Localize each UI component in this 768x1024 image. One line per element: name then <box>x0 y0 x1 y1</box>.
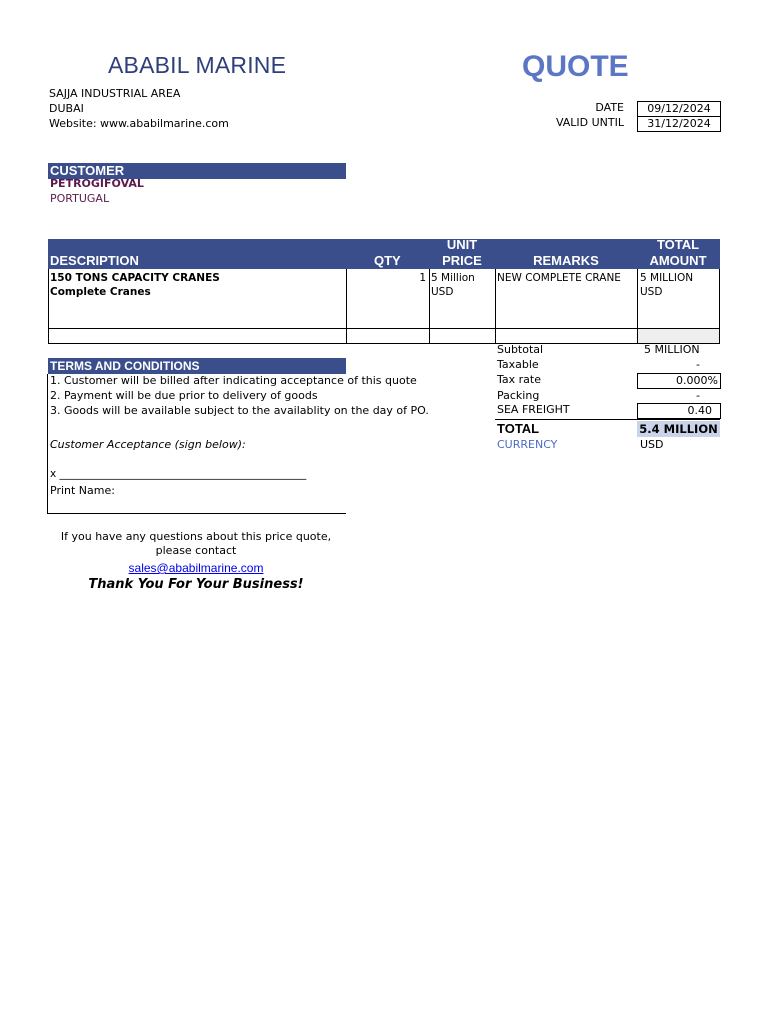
terms-border-left <box>47 374 48 514</box>
item-remarks: NEW COMPLETE CRANE <box>497 272 621 284</box>
sea-freight-field[interactable]: 0.40 <box>637 403 721 419</box>
subtotal-value: 5 MILLION <box>644 343 700 356</box>
terms-item-3: 3. Goods will be available subject to the availablity on the day of PO. <box>50 404 429 417</box>
item-description-line1: 150 TONS CAPACITY CRANES <box>50 272 220 284</box>
thank-you-message: Thank You For Your Business! <box>88 577 304 592</box>
address-line-1: SAJJA INDUSTRIAL AREA <box>49 87 181 100</box>
taxable-value: - <box>696 358 700 371</box>
signature-line[interactable]: x _______________________________________________ <box>50 468 307 480</box>
valid-until-field[interactable]: 31/12/2024 <box>637 116 721 132</box>
website: Website: www.ababilmarine.com <box>49 117 229 130</box>
contact-email-link[interactable]: sales@ababilmarine.com <box>128 561 264 575</box>
totals-divider <box>495 419 720 420</box>
document-title: QUOTE <box>522 50 629 83</box>
terms-item-2: 2. Payment will be due prior to delivery of goods <box>50 389 318 402</box>
subtotal-label: Subtotal <box>497 343 544 356</box>
column-unit-price-line1: UNIT <box>446 237 478 252</box>
table-border-price <box>429 269 430 343</box>
item-description-line2: Complete Cranes <box>50 286 151 298</box>
contact-line-2: please contact <box>155 544 237 557</box>
table-tick <box>346 299 347 300</box>
total-label: TOTAL <box>497 421 540 436</box>
table-border-qty <box>346 269 347 343</box>
total-value: 5.4 MILLION <box>637 421 720 437</box>
customer-heading: CUSTOMER <box>48 163 346 179</box>
table-border-remarks <box>495 269 496 343</box>
table-row-divider <box>48 328 720 329</box>
valid-until-label: VALID UNTIL <box>555 116 624 129</box>
packing-value: - <box>696 389 700 402</box>
company-name: ABABIL MARINE <box>108 52 287 78</box>
column-description: DESCRIPTION <box>50 253 139 268</box>
table-border-bottom <box>48 343 720 344</box>
total-empty-cell <box>638 329 719 343</box>
column-total-line2: AMOUNT <box>649 253 707 268</box>
sea-freight-label: SEA FREIGHT <box>497 403 570 416</box>
item-qty: 1 <box>419 272 426 284</box>
date-field[interactable]: 09/12/2024 <box>637 101 721 117</box>
print-name-label: Print Name: <box>50 484 115 497</box>
contact-line-1: If you have any questions about this price quote, <box>60 530 332 543</box>
column-unit-price-line2: PRICE <box>442 253 482 268</box>
terms-item-1: 1. Customer will be billed after indicating acceptance of this quote <box>50 374 417 387</box>
tax-rate-field[interactable]: 0.000% <box>637 373 721 389</box>
customer-acceptance-label: Customer Acceptance (sign below): <box>50 438 246 451</box>
terms-border-bottom <box>47 513 346 514</box>
terms-heading: TERMS AND CONDITIONS <box>48 358 346 374</box>
item-unit-price-line1: 5 Million <box>431 272 475 284</box>
item-total-line2: USD <box>640 286 663 298</box>
column-total-line1: TOTAL <box>656 237 700 252</box>
currency-value: USD <box>640 438 664 451</box>
table-border-right <box>719 269 720 343</box>
taxable-label: Taxable <box>497 358 539 371</box>
customer-name: PETROGIFOVAL <box>50 177 144 190</box>
column-qty: QTY <box>374 253 401 268</box>
item-unit-price-line2: USD <box>431 286 454 298</box>
packing-label: Packing <box>497 389 540 402</box>
item-total-line1: 5 MILLION <box>640 272 694 284</box>
currency-label: CURRENCY <box>497 438 558 451</box>
column-remarks: REMARKS <box>533 253 599 268</box>
date-label: DATE <box>595 101 624 114</box>
tax-rate-label: Tax rate <box>497 373 541 386</box>
address-line-2: DUBAI <box>49 102 84 115</box>
table-border-left <box>48 269 49 343</box>
customer-country: PORTUGAL <box>50 192 110 205</box>
